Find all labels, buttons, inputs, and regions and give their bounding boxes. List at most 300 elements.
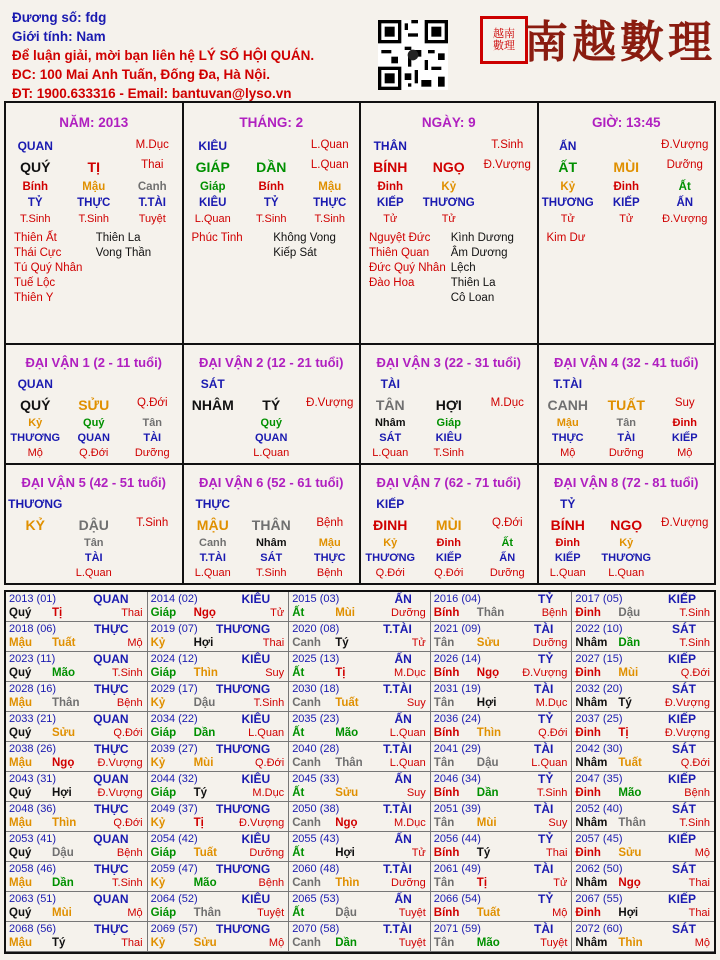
year-label: 2058 (46): [9, 863, 57, 875]
spacer: [301, 497, 360, 511]
year-god: THỰC: [93, 622, 129, 636]
year-god: ẤN: [394, 652, 412, 666]
year-label: 2067 (55): [575, 893, 623, 905]
year-state: Tuyệt: [540, 937, 568, 949]
stars-box: [14, 231, 178, 306]
stem-god: TỶ: [560, 497, 576, 511]
hidden-stem-line: [539, 417, 715, 429]
hidden-stem-line: [361, 181, 537, 193]
year-god: SÁT: [672, 682, 696, 696]
year-cell: [431, 802, 573, 832]
year-branch: Tý: [52, 937, 66, 949]
year-state: Q.Đới: [113, 817, 143, 829]
main-value: DẬU: [78, 517, 109, 533]
year-label: 2049 (37): [150, 803, 198, 815]
hidden-state: [478, 447, 537, 459]
main-value: TÂN: [375, 397, 405, 413]
stem-god: THỰC: [195, 497, 231, 511]
year-label: 2050 (38): [292, 803, 340, 815]
hidden-state-line: [361, 567, 537, 579]
hidden-stem: [478, 181, 537, 193]
main-value: MẬU: [196, 517, 229, 533]
hidden-state: [301, 447, 360, 459]
year-stem: Ất: [292, 727, 305, 739]
year-branch: Thìn: [476, 727, 502, 739]
year-stem: Nhâm: [575, 817, 608, 829]
year-branch: Hợi: [476, 697, 497, 709]
hidden-god: THỰC: [313, 552, 346, 564]
year-stem: Kỷ: [150, 877, 166, 889]
year-cell: [148, 772, 290, 802]
year-branch: Sửu: [476, 637, 500, 649]
year-stem: Ất: [292, 667, 305, 679]
year-branch: Thân: [476, 607, 505, 619]
year-branch: Hợi: [618, 907, 639, 919]
hidden-stem-line: [184, 537, 360, 549]
year-stem: Kỷ: [150, 817, 166, 829]
hidden-god: THƯƠNG: [365, 552, 416, 564]
year-branch: Thìn: [335, 877, 360, 889]
spacer: [420, 139, 479, 153]
hidden-stem-line: [539, 181, 715, 193]
year-branch: Mùi: [193, 757, 214, 769]
year-state: Tử: [553, 877, 568, 889]
hidden-stem: Nhâm: [255, 537, 287, 549]
year-label: 2070 (58): [292, 923, 340, 935]
hidden-stem: Đinh: [377, 181, 404, 193]
main-value: QUÝ: [20, 159, 51, 175]
stem-god: KIÊU: [198, 139, 228, 153]
pillar-cell: [184, 103, 362, 343]
year-branch: Ngọ: [618, 877, 641, 889]
year-state: Bệnh: [684, 787, 710, 799]
year-state: T.Sinh: [679, 607, 710, 619]
year-cell: [6, 592, 148, 622]
year-state: Q.Đới: [254, 757, 285, 769]
spacer: [65, 139, 124, 153]
year-branch: Dậu: [335, 907, 357, 919]
hidden-god: KIẾP: [435, 552, 462, 564]
year-cell: [289, 802, 431, 832]
hidden-god: [478, 197, 537, 209]
dai-van-cell: [539, 345, 715, 463]
year-label: 2072 (60): [575, 923, 623, 935]
pillar-title: NĂM: 2013: [59, 115, 129, 130]
hidden-stem: Mậu: [556, 417, 579, 429]
stars-good: Phúc Tinh: [191, 232, 243, 244]
year-cell: [148, 592, 290, 622]
year-branch: Dần: [476, 787, 499, 799]
hidden-god: KIẾP: [376, 197, 404, 209]
stars-good: Kim Dư: [546, 232, 586, 244]
hidden-god-line: [184, 432, 360, 444]
hidden-stem: Mậu: [318, 181, 342, 193]
hidden-stem-line: [539, 537, 715, 549]
year-branch: Tị: [476, 877, 488, 889]
year-label: 2034 (22): [150, 713, 198, 725]
spacer: [656, 497, 715, 511]
year-state: Suy: [406, 787, 426, 799]
hidden-stem-line: [361, 417, 537, 429]
year-label: 2063 (51): [9, 893, 57, 905]
year-god: TỶ: [538, 832, 554, 846]
year-cell: [6, 892, 148, 922]
hidden-stem-line: [361, 537, 537, 549]
hidden-state: [478, 213, 537, 225]
main-line: [184, 517, 360, 533]
year-cell: [431, 682, 573, 712]
hidden-state: L.Quan: [75, 567, 112, 579]
year-stem: Ất: [292, 607, 305, 619]
year-state: T.Sinh: [112, 667, 143, 679]
year-stem: Đinh: [575, 667, 601, 679]
year-cell: [572, 892, 714, 922]
hidden-god-line: [539, 432, 715, 444]
year-god: QUAN: [93, 652, 129, 666]
hidden-god: KIÊU: [199, 197, 227, 209]
year-cell: [572, 742, 714, 772]
main-value: MÙI: [613, 159, 640, 175]
branch-state: T.Sinh: [491, 139, 524, 151]
hidden-state: Đ.Vượng: [662, 213, 708, 225]
hidden-god: THỰC: [313, 197, 347, 209]
hidden-state: [184, 447, 243, 459]
year-label: 2016 (04): [433, 593, 481, 605]
hidden-state: L.Quan: [194, 567, 231, 579]
year-stem: Tân: [433, 697, 455, 709]
hidden-stem: Bính: [258, 181, 285, 193]
stars-bad: Thiên La Vong Thần: [95, 232, 152, 259]
main-value: GIÁP: [195, 159, 230, 175]
hidden-god: [123, 552, 182, 564]
year-state: Thai: [688, 877, 710, 889]
hidden-stem: Nhâm: [374, 417, 406, 429]
year-state: Đ.Vượng: [664, 727, 710, 739]
year-god: T.TÀI: [383, 922, 412, 936]
year-label: 2040 (28): [292, 743, 340, 755]
hidden-god: [301, 432, 360, 444]
stem-god: ẤN: [559, 139, 577, 153]
stem-god: SÁT: [200, 377, 225, 391]
hidden-state: Bệnh: [316, 567, 343, 579]
year-god: T.TÀI: [383, 802, 412, 816]
hidden-state-line: [361, 447, 537, 459]
hidden-god: [6, 552, 65, 564]
main-value: TỊ: [87, 159, 100, 175]
year-cell: [148, 712, 290, 742]
stars-bad: [628, 231, 710, 246]
year-stem: Tân: [433, 637, 455, 649]
branch-state: Đ.Vượng: [661, 139, 709, 151]
logo-text: 南越數理: [524, 17, 716, 68]
year-state: M.Dục: [394, 817, 426, 829]
hidden-stem: Đinh: [613, 181, 640, 193]
stars-good: Nguyệt Đức Thiên Quan Đức Quý Nhân Đào Hoa: [369, 232, 446, 289]
hidden-state: Dưỡng: [489, 567, 525, 579]
year-god: SÁT: [672, 802, 696, 816]
year-state: Mộ: [694, 847, 710, 859]
hidden-god: QUAN: [77, 432, 110, 444]
year-cell: [148, 682, 290, 712]
hidden-state-line: [184, 567, 360, 579]
main-value: T.Sinh: [136, 517, 169, 529]
year-state: Tuyệt: [398, 937, 426, 949]
year-god: KIÊU: [241, 892, 271, 906]
main-value: ẤT: [558, 159, 578, 175]
hidden-state: L.Quan: [608, 567, 645, 579]
hidden-stem: Đinh: [436, 537, 461, 549]
hidden-god-line: [539, 197, 715, 209]
hidden-god: THƯƠNG: [422, 197, 475, 209]
year-label: 2025 (13): [292, 653, 340, 665]
year-state: Bệnh: [116, 847, 143, 859]
year-god: THƯƠNG: [216, 862, 271, 876]
year-cell: [572, 592, 714, 622]
dai-van-title: ĐẠI VẬN 7 (62 - 71 tuổi): [376, 475, 521, 490]
hidden-stem: Canh: [137, 181, 167, 193]
year-cell: [572, 772, 714, 802]
year-cell: [148, 802, 290, 832]
year-state: Dưỡng: [391, 607, 426, 619]
hidden-stem: [184, 417, 243, 429]
hidden-god: KIẾP: [554, 552, 581, 564]
year-cell: [6, 832, 148, 862]
year-stem: Giáp: [150, 907, 177, 919]
year-god: T.TÀI: [383, 862, 412, 876]
year-god: QUAN: [93, 592, 129, 606]
hidden-state: T.Sinh: [78, 213, 110, 225]
dai-van-title: ĐẠI VẬN 2 (12 - 21 tuổi): [199, 355, 344, 370]
hidden-state: Q.Đới: [79, 447, 109, 459]
year-label: 2033 (21): [9, 713, 57, 725]
main-line: [6, 397, 182, 413]
year-stem: Nhâm: [575, 877, 608, 889]
hidden-god: KIÊU: [435, 432, 462, 444]
year-stem: Tân: [433, 937, 455, 949]
year-branch: Ngọ: [52, 757, 75, 769]
main-value: TÝ: [262, 397, 281, 413]
year-label: 2051 (39): [433, 803, 481, 815]
god-line: [6, 497, 182, 511]
hidden-state-line: [184, 213, 360, 225]
year-god: THỰC: [93, 802, 129, 816]
hidden-state: Tuyệt: [138, 213, 166, 225]
hidden-stem: Ất: [501, 537, 514, 549]
year-state: Mộ: [694, 937, 710, 949]
year-god: KIÊU: [241, 652, 271, 666]
god-line: [184, 497, 360, 511]
hidden-god: TÀI: [84, 552, 103, 564]
year-state: M.Dục: [535, 697, 568, 709]
main-line: [539, 159, 715, 175]
year-stem: Nhâm: [575, 697, 608, 709]
year-stem: Đinh: [575, 727, 601, 739]
year-state: Tuyệt: [398, 907, 426, 919]
year-cell: [148, 832, 290, 862]
year-stem: Bính: [433, 607, 460, 619]
year-cell: [572, 802, 714, 832]
year-state: Tuyệt: [257, 907, 285, 919]
year-label: 2052 (40): [575, 803, 623, 815]
year-branch: Thìn: [618, 937, 643, 949]
year-stem: Tân: [433, 757, 455, 769]
hidden-god: SÁT: [379, 432, 402, 444]
year-god: KIẾP: [667, 712, 696, 726]
hidden-god: TÀI: [617, 432, 636, 444]
hidden-state: [656, 567, 715, 579]
year-god: SÁT: [672, 742, 696, 756]
god-line: [6, 377, 182, 391]
year-branch: Tị: [618, 727, 629, 739]
year-state: T.Sinh: [536, 787, 568, 799]
main-value: Bệnh: [316, 517, 344, 529]
hidden-state-line: [539, 447, 715, 459]
main-line: [539, 517, 715, 533]
stem-god: KIẾP: [376, 497, 405, 511]
year-cell: [289, 622, 431, 652]
year-god: ẤN: [394, 712, 412, 726]
hidden-stem: [6, 537, 65, 549]
year-state: Q.Đới: [680, 757, 710, 769]
year-label: 2066 (54): [433, 893, 481, 905]
year-god: TỶ: [538, 592, 554, 606]
god-line: [539, 139, 715, 153]
hidden-state: Tử: [383, 213, 398, 225]
year-state: Dưỡng: [391, 877, 426, 889]
main-value: M.Dục: [490, 397, 524, 409]
year-label: 2039 (27): [150, 743, 198, 755]
year-state: Thai: [121, 937, 143, 949]
hidden-god-line: [539, 552, 715, 564]
year-label: 2053 (41): [9, 833, 57, 845]
year-label: 2061 (49): [433, 863, 481, 875]
stars-box: [547, 231, 711, 246]
year-stem: Quý: [9, 607, 32, 619]
dai-van-cell: [184, 345, 362, 463]
main-value: NHÂM: [191, 397, 234, 413]
year-branch: Thìn: [52, 817, 77, 829]
year-label: 2026 (14): [433, 653, 481, 665]
year-god: TÀI: [534, 862, 554, 876]
year-god: THƯƠNG: [216, 622, 271, 636]
hidden-stem: Mậu: [318, 537, 341, 549]
year-label: 2069 (57): [150, 923, 198, 935]
year-state: Bệnh: [116, 697, 143, 709]
year-stem: Bính: [433, 907, 460, 919]
year-branch: Dần: [335, 937, 357, 949]
year-branch: Ngọ: [476, 667, 500, 679]
hidden-state: T.Sinh: [255, 213, 287, 225]
year-stem: Đinh: [575, 907, 601, 919]
main-value: HỢI: [435, 397, 462, 413]
year-branch: Dậu: [52, 847, 74, 859]
hidden-state: Mộ: [27, 447, 43, 459]
hidden-state: T.Sinh: [433, 447, 465, 459]
year-branch: Hợi: [193, 637, 214, 649]
year-god: THỰC: [93, 922, 129, 936]
year-cell: [431, 922, 573, 952]
qr-code-icon: [378, 20, 448, 90]
spacer: [420, 497, 479, 511]
main-value: Dưỡng: [666, 159, 703, 171]
hidden-stem: Kỷ: [441, 181, 457, 193]
hidden-state: [6, 567, 65, 579]
year-branch: Tuất: [335, 697, 359, 709]
year-stem: Canh: [292, 877, 321, 889]
hidden-stem: Canh: [199, 537, 227, 549]
hidden-state: T.Sinh: [19, 213, 51, 225]
year-god: TỶ: [538, 772, 554, 786]
stem-god: QUAN: [17, 377, 53, 391]
year-cell: [572, 682, 714, 712]
year-label: 2046 (34): [433, 773, 481, 785]
year-state: Thai: [545, 847, 568, 859]
hidden-god-line: [361, 552, 537, 564]
year-branch: Tị: [335, 667, 346, 679]
header-info: [12, 8, 314, 103]
hidden-state: Mộ: [677, 447, 693, 459]
year-god: KIẾP: [667, 772, 696, 786]
year-branch: Dậu: [193, 697, 216, 709]
year-branch: Dần: [52, 877, 74, 889]
year-stem: Bính: [433, 727, 460, 739]
year-god: QUAN: [93, 772, 129, 786]
hidden-stem: Giáp: [436, 417, 461, 429]
hidden-stem: Quý: [83, 417, 105, 429]
year-god: QUAN: [93, 712, 129, 726]
year-stem: Kỷ: [150, 757, 166, 769]
year-stem: Kỷ: [150, 697, 166, 709]
hidden-stem-line: [6, 537, 182, 549]
god-line: [361, 139, 537, 153]
year-state: Suy: [548, 817, 568, 829]
hidden-state: [123, 567, 182, 579]
hidden-god: THƯƠNG: [601, 552, 652, 564]
dai-van-title: ĐẠI VẬN 6 (52 - 61 tuổi): [199, 475, 344, 490]
year-stem: Quý: [9, 907, 32, 919]
year-branch: Tuất: [476, 907, 501, 919]
year-cell: [289, 592, 431, 622]
year-state: Mộ: [268, 937, 285, 949]
year-stem: Mậu: [9, 757, 32, 769]
dai-van-title: ĐẠI VẬN 4 (32 - 41 tuổi): [554, 355, 699, 370]
spacer: [478, 497, 537, 511]
year-branch: Mùi: [52, 907, 72, 919]
hidden-stem: Quý: [260, 417, 282, 429]
hidden-state: Dưỡng: [134, 447, 170, 459]
hidden-state: Mộ: [560, 447, 576, 459]
main-line: [361, 397, 537, 413]
branch-state: L.Quan: [310, 139, 349, 151]
hidden-god: SÁT: [260, 552, 283, 564]
gender: Giới tính: Nam: [12, 29, 106, 44]
main-line: [361, 517, 537, 533]
year-stem: Giáp: [150, 667, 177, 679]
year-label: 2028 (16): [9, 683, 57, 695]
dai-van-cell: [184, 465, 362, 583]
year-stem: Bính: [433, 787, 460, 799]
hidden-god: ẤN: [499, 552, 516, 564]
year-label: 2022 (10): [575, 623, 623, 635]
year-branch: Tý: [335, 637, 349, 649]
year-branch: Thân: [193, 907, 222, 919]
year-stem: Giáp: [150, 787, 177, 799]
year-branch: Sửu: [618, 847, 642, 859]
hidden-state-line: [539, 567, 715, 579]
year-branch: Dần: [618, 637, 641, 649]
dai-van-title: ĐẠI VẬN 8 (72 - 81 tuổi): [554, 475, 699, 490]
god-line: [539, 497, 715, 511]
